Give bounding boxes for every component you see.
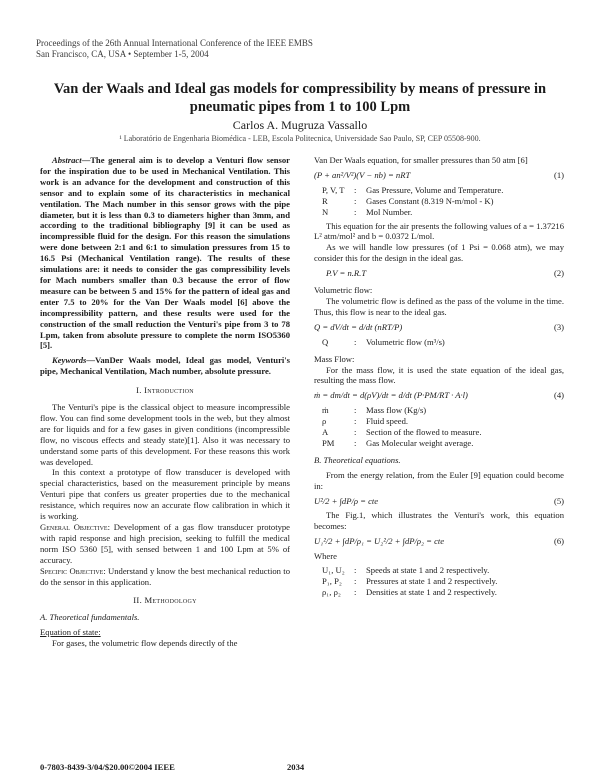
general-objective bbox=[40, 522, 290, 566]
definition-row: Q : Volumetric flow (m³/s) bbox=[322, 336, 445, 347]
definition-text: Pressures at state 1 and 2 respectively. bbox=[366, 576, 498, 586]
air-constants-paragraph: This equation for the air presents the following values of a = 1.37216 L² atm/mol² and b = 0.0372 L/mol. bbox=[314, 220, 565, 242]
keywords bbox=[40, 355, 290, 377]
definition-text: Gas Pressure, Volume and Temperature. bbox=[366, 184, 504, 195]
equation-1-number: (1) bbox=[553, 169, 564, 180]
mass-flow-paragraph: For the mass flow, it is used the state equation of the ideal gas, resulting the mass flow. bbox=[314, 364, 564, 386]
equation-4 bbox=[314, 390, 564, 401]
definition-symbol: A bbox=[322, 427, 329, 438]
footer-copyright: 0-7803-8439-3/04/$20.00©2004 IEEE bbox=[40, 762, 175, 772]
definition-row: N : Mol Number. bbox=[322, 206, 413, 217]
definition-symbol: PM bbox=[322, 437, 335, 448]
definition-row: P₁, P₂ : Pressures at state 1 and 2 respectively. bbox=[322, 576, 498, 586]
definition-text: Volumetric flow (m³/s) bbox=[366, 336, 445, 347]
definition-text: Densities at state 1 and 2 respectively. bbox=[366, 586, 497, 597]
subsection-theoretical-equations: B. Theoretical equations. bbox=[314, 454, 401, 465]
equation-4-body: ṁ = dm/dt = d(ρV)/dt = d/dt (P·PM/RT · A·l) bbox=[314, 390, 468, 401]
equation-2-number: (2) bbox=[553, 268, 564, 279]
definition-text: Gas Molecular weight average. bbox=[366, 437, 474, 448]
equation-of-state-label: Equation of state: bbox=[40, 627, 101, 638]
abstract-text: —The general aim is to develop a Venturi flow sensor for the inspiration due to be used in Mechanical Ventilation. This work is an advance for the development and construction of this sensor and to explain some of its characteristics in mechanical ventilation. The Mach number in this sensor grows with the pipe diameter, but it is less than 0.3 to diameters higher than 3mm, and according to the traditional bibliography [9] it can be used as incompressible fluid for the design. For this reason the simulations were done between 2:1 and 6:1 to simulation pressures from 15 to 16.5 Psi (Mechanical Ventilation range). The results of these simulations are: it needs to consider the gas compressibility levels for Mach numbers smaller than 0.3 because the error of flow measure can be between 5 and 15% for the pattern of ideal gas and enter 7.5 to 20% for the Van Der Waals model [6] above the incompressibility pattern, and these results were used for the construction of the small reduction the Venturi's pipe from 3 to 78 Lpm, taken from absolute pressure to complete the norm ISO5360 [5]. bbox=[40, 155, 290, 351]
vdw-intro: Van Der Waals equation, for smaller pressures than 50 atm [6] bbox=[314, 155, 528, 165]
section-heading-introduction: I. Introduction bbox=[136, 385, 194, 396]
page-number: 2034 bbox=[287, 762, 305, 772]
equation-6 bbox=[314, 536, 564, 547]
definition-symbol: N bbox=[322, 206, 329, 217]
affiliation: ¹ Laboratório de Engenharia Biomédica - LEB, Escola Politecnica, Universidade Sao Paulo, SP, CEP 05508-900. bbox=[119, 134, 481, 143]
definition-row: R : Gases Constant (8.319 N-m/mol - K) bbox=[322, 195, 494, 206]
definition-text: Speeds at state 1 and 2 respectively. bbox=[366, 565, 490, 576]
definition-text: Mol Number. bbox=[366, 206, 413, 217]
equation-3-body: Q = dV/dt = d/dt (nRT/P) bbox=[314, 321, 403, 332]
definitions-1 bbox=[322, 185, 564, 218]
specific-objective-label: Specific Objective: bbox=[40, 565, 106, 576]
left-column bbox=[40, 155, 290, 649]
equation-6-body: U₁²/2 + ∫dP/ρ₁ = U₂²/2 + ∫dP/ρ₂ = cte bbox=[314, 536, 445, 547]
equation-4-number: (4) bbox=[553, 390, 564, 401]
equation-5 bbox=[314, 496, 564, 507]
definition-row: ρ : Fluid speed. bbox=[322, 416, 409, 427]
methodology-paragraph-1: For gases, the volumetric flow depends directly of the bbox=[52, 638, 238, 649]
section-heading-methodology: II. Methodology bbox=[133, 595, 197, 606]
keywords-label: Keywords bbox=[52, 355, 87, 366]
definition-symbol: R bbox=[322, 195, 328, 206]
definition-symbol: ṁ bbox=[322, 405, 329, 416]
venturi-paragraph: The Fig.1, which illustrates the Venturi's work, this equation becomes: bbox=[314, 510, 564, 532]
equation-5-number: (5) bbox=[553, 495, 564, 506]
definition-row: PM : Gas Molecular weight average. bbox=[322, 437, 474, 448]
equation-3-number: (3) bbox=[553, 321, 564, 332]
definition-text: Gases Constant (8.319 N-m/mol - K) bbox=[366, 195, 494, 206]
abstract bbox=[40, 155, 290, 351]
definitions-3 bbox=[322, 565, 564, 598]
subsection-theoretical-fundamentals: A. Theoretical fundamentals. bbox=[40, 612, 140, 623]
equation-1-body: (P + an²/V²)(V − nb) = nRT bbox=[314, 169, 411, 180]
volumetric-flow-paragraph: The volumetric flow is defined as the pass of the volume in the time. Thus, this flow is near to the ideal gas. bbox=[314, 295, 564, 317]
definition-symbol: Q bbox=[322, 336, 329, 347]
abstract-label: Abstract bbox=[52, 155, 82, 165]
definition-row: A : Section of the flowed to measure. bbox=[322, 427, 482, 438]
definition-text: Fluid speed. bbox=[366, 416, 409, 427]
euler-paragraph: From the energy relation, from the Euler [9] equation could become in: bbox=[314, 469, 564, 491]
low-pressure-paragraph: As we will handle low pressures (of 1 Psi = 0.068 atm), we may consider this for the design in the ideal gas. bbox=[314, 242, 564, 264]
definition-text: Section of the flowed to measure. bbox=[366, 427, 482, 438]
general-objective-text: Development of a gas flow transducer prototype with rapid response and high precision, seeking to fulfill the medical norm ISO 5360 [5], with sensed between 1 and 100 Lpm at 5% of accuracy. bbox=[40, 522, 290, 565]
specific-objective bbox=[40, 566, 290, 588]
conference-header-line1: Proceedings of the 26th Annual International Conference of the IEEE EMBS bbox=[36, 38, 313, 48]
definition-row: U₁, U₂ : Speeds at state 1 and 2 respectively. bbox=[322, 565, 490, 576]
right-column bbox=[314, 155, 564, 601]
equation-2-body: P.V = n.R.T bbox=[326, 268, 367, 279]
general-objective-label: General Objective: bbox=[40, 522, 110, 532]
definition-symbol: ρ₁, ρ₂ bbox=[322, 586, 341, 597]
paper-title bbox=[30, 80, 570, 116]
conference-header-line2: San Francisco, CA, USA • September 1-5, 2004 bbox=[36, 49, 209, 59]
equation-1 bbox=[314, 170, 564, 181]
specific-objective-text: Understand y know the best mechanical reduction to do the sensor in this application. bbox=[40, 565, 290, 587]
definition-symbol: ρ bbox=[322, 416, 327, 427]
mass-flow-label: Mass Flow: bbox=[314, 353, 355, 364]
equation-6-number: (6) bbox=[553, 536, 564, 547]
intro-paragraph-2: In this context a prototype of flow transducer is developed with special characteristics, based on the measurement principle by means Venturi pipe that confers us greater properties due to the mechanical resistance, which requires now an accurate flow calibration in which it is working. bbox=[40, 467, 290, 522]
paper-title-line2: pneumatic pipes from 1 to 100 Lpm bbox=[189, 99, 411, 115]
definition-row: ρ₁, ρ₂ : Densities at state 1 and 2 respectively. bbox=[322, 586, 497, 597]
definition-symbol: P₁, P₂ bbox=[322, 576, 342, 586]
equation-3 bbox=[314, 322, 564, 333]
definitions-q bbox=[322, 337, 564, 348]
volumetric-flow-label: Volumetric flow: bbox=[314, 285, 373, 296]
definition-row: ṁ : Mass flow (Kg/s) bbox=[322, 405, 427, 416]
definition-row: P, V, T : Gas Pressure, Volume and Temperature. bbox=[322, 184, 504, 195]
equation-5-body: U²/2 + ∫dP/ρ = cte bbox=[314, 495, 379, 506]
definitions-2 bbox=[322, 405, 564, 449]
conference-header bbox=[36, 38, 313, 60]
keywords-text: —VanDer Waals model, Ideal gas model, Venturi's pipe, Mechanical Ventilation, Mach number, absolute pressure. bbox=[40, 355, 290, 377]
equation-2 bbox=[314, 268, 564, 279]
intro-paragraph-1: The Venturi's pipe is the classical object to measure incompressible flow. You can find some development tools in the web, but they almost are for liquids and for a few gases in given conditions (incompressible flow, no viscous effects and steady state)[1]. Also it was necessary to understand some parts of this development. For these reasons this work was developed. bbox=[40, 402, 290, 467]
definition-symbol: P, V, T bbox=[322, 184, 345, 195]
definition-symbol: U₁, U₂ bbox=[322, 565, 345, 576]
author: Carlos A. Mugruza Vassallo bbox=[232, 118, 368, 132]
definition-text: Mass flow (Kg/s) bbox=[366, 405, 427, 416]
paper-title-line1: Van der Waals and Ideal gas models for compressibility by means of pressure in bbox=[53, 81, 547, 97]
where-label: Where bbox=[314, 551, 337, 562]
